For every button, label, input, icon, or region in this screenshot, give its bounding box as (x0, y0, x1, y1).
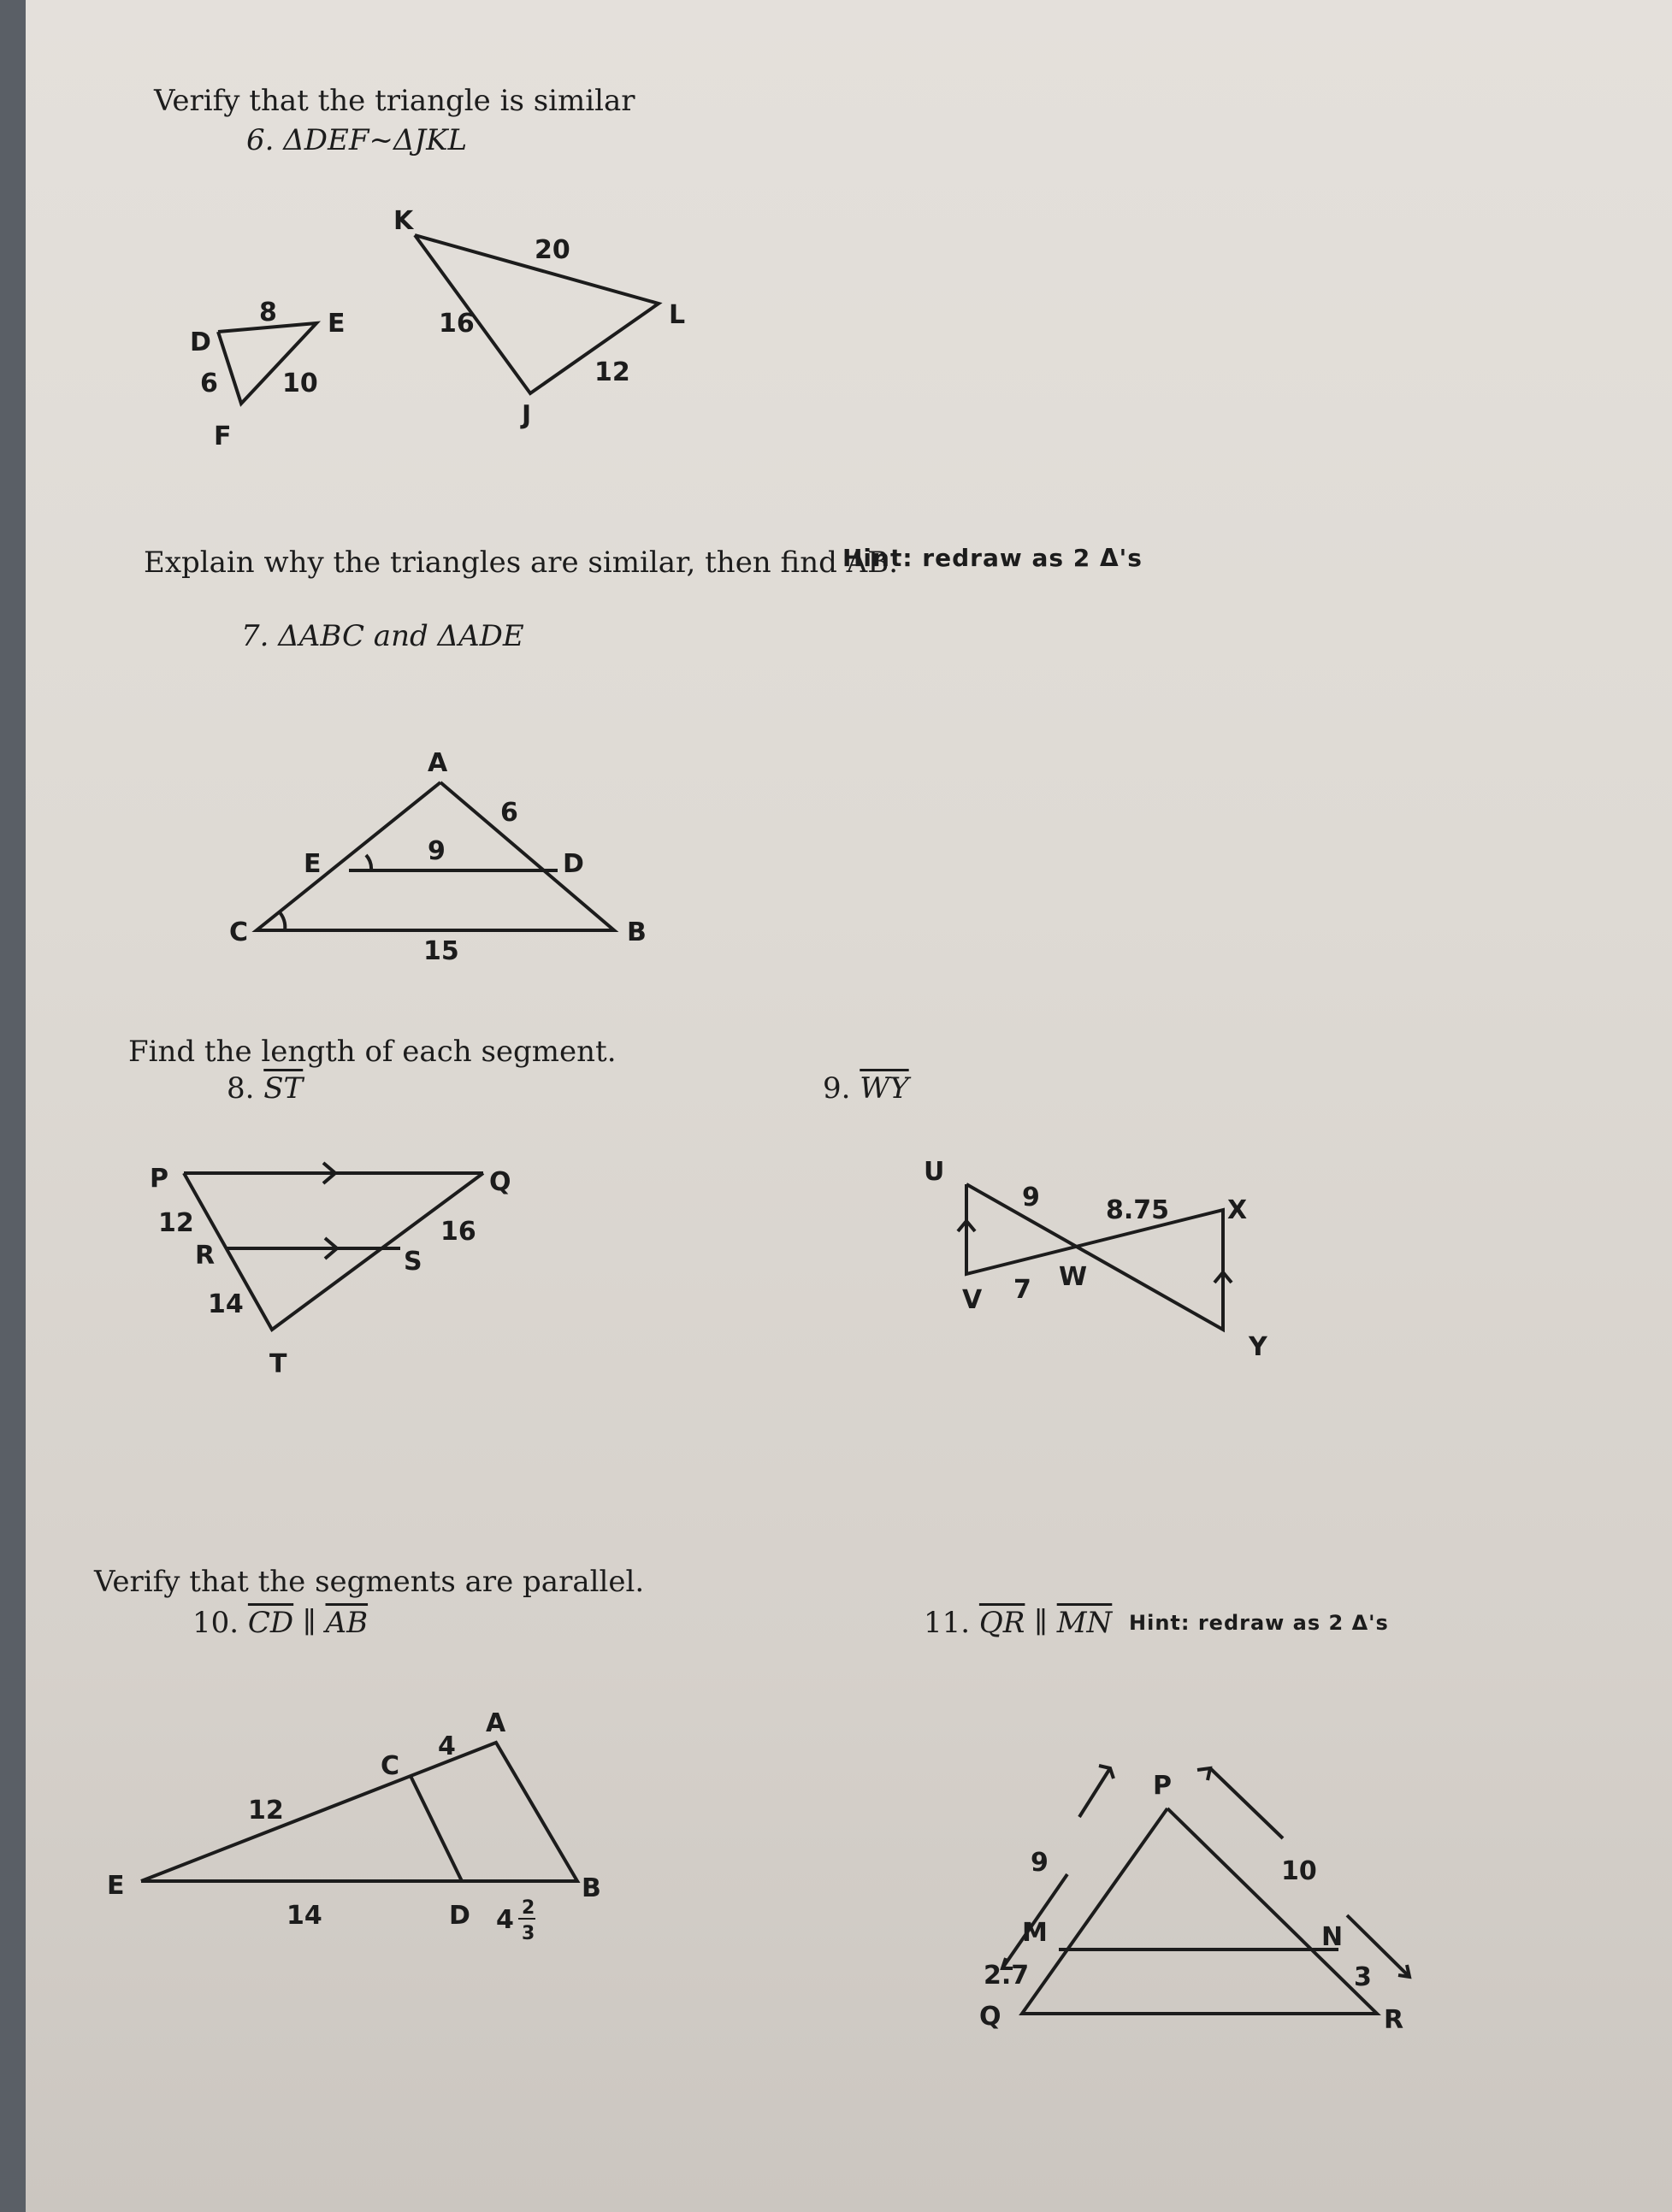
segment-nr-length: 3 (1354, 1962, 1372, 1992)
vertex-e: E (328, 309, 346, 339)
segment-st: $\overline{ST}$ (263, 1071, 304, 1106)
segment-ec-length: 12 (248, 1796, 284, 1826)
segment-wy: $\overline{WY}$ (860, 1071, 909, 1106)
vertex-e: E (107, 1871, 125, 1901)
side-df-length: 6 (200, 369, 218, 398)
vertex-v: V (962, 1285, 983, 1315)
vertex-m: M (1022, 1918, 1048, 1948)
vertex-t: T (269, 1349, 287, 1379)
problem-6-label: 6. ΔDEF~ΔJKL (246, 123, 468, 157)
vertex-d: D (190, 327, 211, 357)
problem-9-label (823, 1071, 909, 1106)
segment-vw-length: 7 (1013, 1275, 1031, 1305)
section2-heading: Explain why the triangles are similar, then find AB. (144, 546, 899, 580)
segment-db-numerator: 2 (522, 1897, 535, 1919)
vertex-s: S (404, 1247, 422, 1277)
segment-pr-length: 12 (158, 1208, 194, 1238)
section3-heading: Find the length of each segment. (128, 1035, 617, 1069)
problem-11-number: 11. (924, 1606, 971, 1640)
section4-hint: Hint: redraw as 2 Δ's (1129, 1611, 1389, 1635)
segment-cb-length: 15 (423, 936, 459, 966)
segment-uw-length: 9 (1022, 1183, 1040, 1212)
side-ef-length: 10 (282, 369, 318, 398)
segment-mn: $\overline{MN}$ (1056, 1606, 1113, 1640)
segment-wx-length: 8.75 (1106, 1195, 1170, 1225)
figure-10 (107, 1708, 601, 1944)
segment-pm-length: 9 (1031, 1848, 1049, 1878)
segment-mq-length: 2.7 (984, 1961, 1030, 1991)
side-de-length: 8 (259, 298, 277, 327)
segment-db-whole: 4 (496, 1905, 514, 1935)
problem-8-number: 8. (227, 1071, 255, 1106)
segment-pn-length: 10 (1281, 1856, 1317, 1886)
vertex-j: J (522, 400, 532, 430)
vertex-f: F (214, 422, 232, 451)
vertex-x: X (1227, 1195, 1248, 1225)
triangle-abc-ade (229, 748, 647, 966)
vertex-k: K (393, 206, 414, 236)
vertex-l: L (669, 300, 686, 330)
vertex-c: C (381, 1751, 400, 1781)
triangle-jkl (393, 206, 685, 430)
vertex-b: B (627, 917, 647, 947)
side-jl-length: 12 (594, 357, 630, 387)
vertex-r: R (195, 1241, 216, 1271)
vertex-a: A (486, 1708, 506, 1738)
section2-hint: Hint: redraw as 2 Δ's (842, 544, 1143, 572)
problem-8-label (227, 1071, 303, 1106)
segment-cd: $\overline{CD}$ (247, 1606, 294, 1640)
problem-7-label: 7. ΔABC and ΔADE (241, 619, 524, 653)
segment-ca-length: 4 (438, 1731, 456, 1761)
vertex-d: D (449, 1901, 470, 1931)
vertex-q: Q (489, 1167, 511, 1197)
problem-11-label (924, 1606, 1112, 1640)
section1-heading: Verify that the triangle is similar (154, 84, 635, 118)
segment-ed-length: 14 (287, 1901, 322, 1931)
segment-ad-length: 6 (500, 798, 518, 828)
figure-8 (150, 1163, 511, 1379)
vertex-b: B (582, 1873, 601, 1903)
vertex-d: D (563, 849, 584, 879)
side-kl-length: 20 (535, 235, 570, 265)
vertex-p: P (1153, 1771, 1172, 1801)
vertex-r: R (1384, 2005, 1404, 2035)
side-kj-length: 16 (439, 309, 475, 339)
vertex-c: C (229, 917, 249, 947)
problem-10-number: 10. (192, 1606, 239, 1640)
segment-qs-length: 16 (440, 1217, 476, 1247)
vertex-e: E (304, 849, 322, 879)
figure-9 (924, 1157, 1268, 1362)
segment-rt-length: 14 (208, 1289, 244, 1319)
segment-ab: $\overline{AB}$ (325, 1606, 369, 1640)
parallel-symbol: ∥ (302, 1606, 316, 1640)
vertex-q: Q (979, 2002, 1001, 2032)
vertex-u: U (924, 1157, 945, 1187)
vertex-a: A (428, 748, 448, 778)
triangle-def (190, 298, 346, 451)
vertex-y: Y (1249, 1332, 1267, 1362)
vertex-p: P (150, 1164, 168, 1194)
problem-9-number: 9. (823, 1071, 851, 1106)
parallel-symbol: ∥ (1034, 1606, 1048, 1640)
vertex-w: W (1059, 1262, 1088, 1292)
section4-heading: Verify that the segments are parallel. (94, 1565, 645, 1599)
problem-10-label (192, 1606, 368, 1640)
vertex-n: N (1321, 1922, 1344, 1952)
segment-qr: $\overline{QR}$ (978, 1606, 1025, 1640)
segment-ed-length: 9 (428, 836, 446, 866)
segment-db-denominator: 3 (522, 1923, 535, 1944)
figure-11 (979, 1766, 1409, 2035)
